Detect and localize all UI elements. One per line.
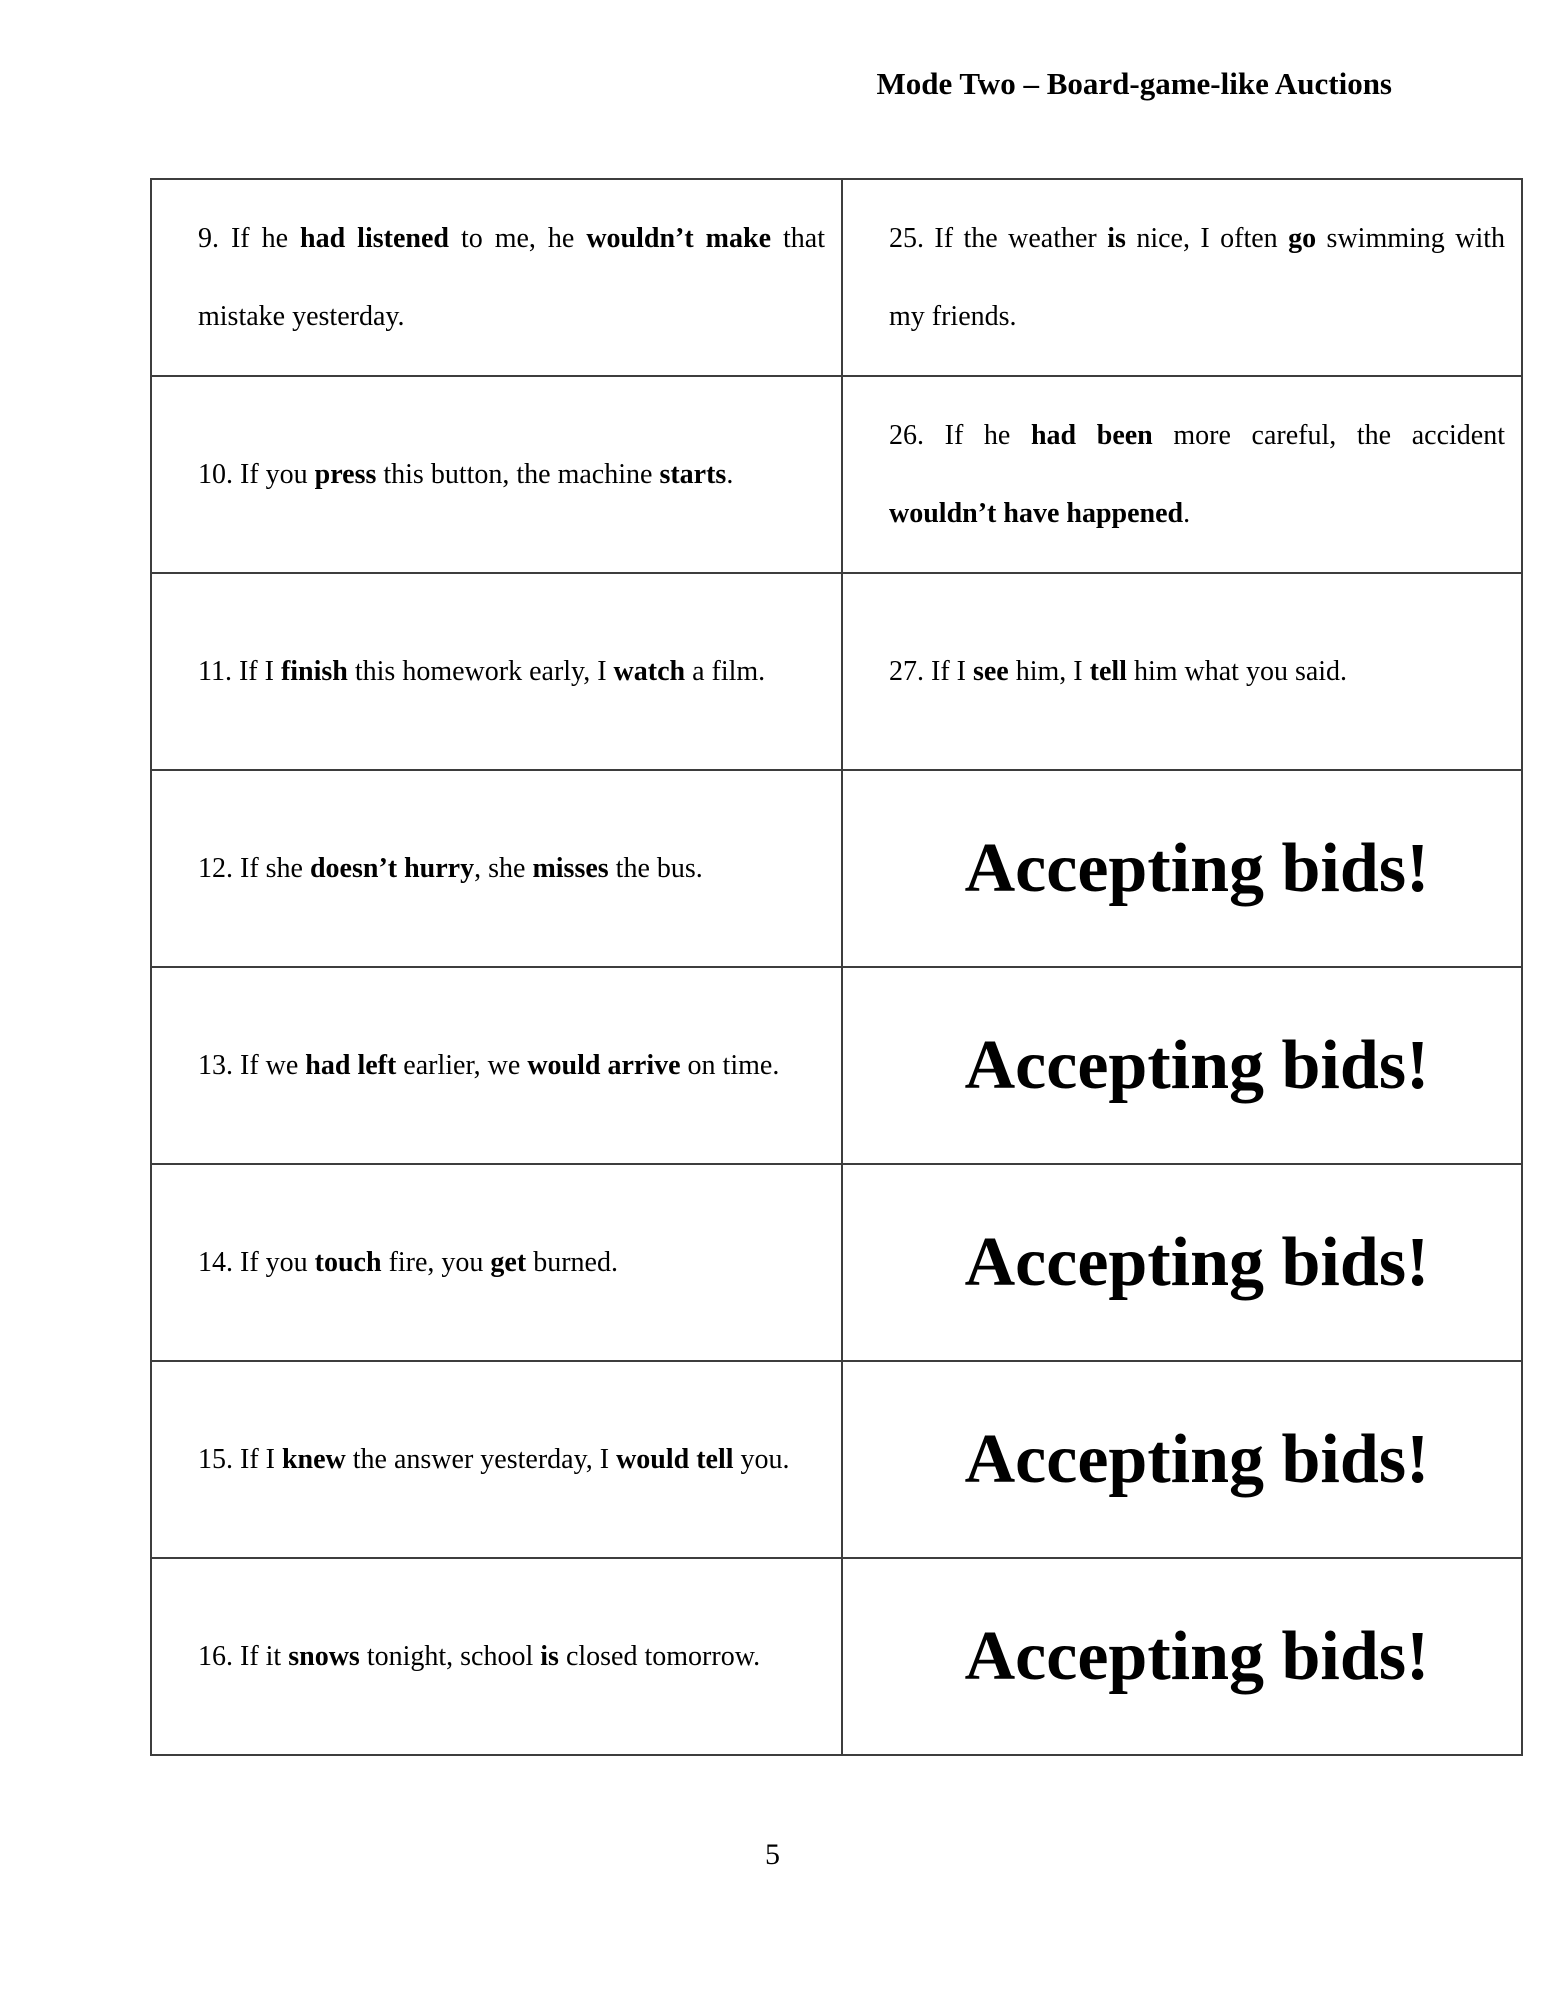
sentence-text: 9. If he had listened to me, he wouldn’t make that mistake yesterday.	[198, 222, 825, 332]
table-row	[151, 1558, 1522, 1755]
cell-accepting-bids-1	[842, 770, 1522, 967]
sentence-text: 11. If I finish this homework early, I watch a film.	[198, 655, 766, 687]
cell-accepting-bids-4	[842, 1361, 1522, 1558]
cell-accepting-bids-2	[842, 967, 1522, 1164]
sentence-text: 25. If the weather is nice, I often go swimming with my friends.	[889, 222, 1506, 332]
sentence-text: 13. If we had left earlier, we would arrive on time.	[198, 1049, 780, 1081]
sentence-text: 12. If she doesn’t hurry, she misses the bus.	[198, 852, 703, 884]
page-number: 5	[765, 1838, 780, 1871]
cell-sentence-14	[151, 1164, 842, 1361]
accepting-bids-text: Accepting bids!	[964, 829, 1430, 907]
cell-sentence-25	[842, 179, 1522, 376]
cell-sentence-16	[151, 1558, 842, 1755]
cell-accepting-bids-3	[842, 1164, 1522, 1361]
table-row	[151, 967, 1522, 1164]
table-row	[151, 179, 1522, 376]
table-row	[151, 573, 1522, 770]
cell-sentence-27	[842, 573, 1522, 770]
cell-sentence-12	[151, 770, 842, 967]
accepting-bids-text: Accepting bids!	[964, 1617, 1430, 1695]
accepting-bids-text: Accepting bids!	[964, 1420, 1430, 1498]
sentence-text: 26. If he had been more careful, the accident wouldn’t have happened.	[889, 419, 1505, 529]
cell-sentence-9	[151, 179, 842, 376]
accepting-bids-text: Accepting bids!	[964, 1223, 1430, 1301]
sentence-text: 10. If you press this button, the machine starts.	[198, 458, 734, 490]
sentence-text: 14. If you touch fire, you get burned.	[198, 1246, 618, 1278]
cell-sentence-10	[151, 376, 842, 573]
cell-sentence-11	[151, 573, 842, 770]
sentence-text: 16. If it snows tonight, school is closed tomorrow.	[198, 1640, 761, 1672]
accepting-bids-text: Accepting bids!	[964, 1026, 1430, 1104]
cell-accepting-bids-5	[842, 1558, 1522, 1755]
table-row	[151, 376, 1522, 573]
table-row	[151, 1361, 1522, 1558]
cell-sentence-15	[151, 1361, 842, 1558]
auction-sentences-table	[150, 178, 1523, 1756]
cell-sentence-13	[151, 967, 842, 1164]
sentence-text: 27. If I see him, I tell him what you said.	[889, 655, 1348, 687]
table-row	[151, 1164, 1522, 1361]
table-row	[151, 770, 1522, 967]
cell-sentence-26	[842, 376, 1522, 573]
page-header-title: Mode Two – Board-game-like Auctions	[876, 66, 1392, 101]
sentence-text: 15. If I knew the answer yesterday, I would tell you.	[198, 1443, 790, 1475]
